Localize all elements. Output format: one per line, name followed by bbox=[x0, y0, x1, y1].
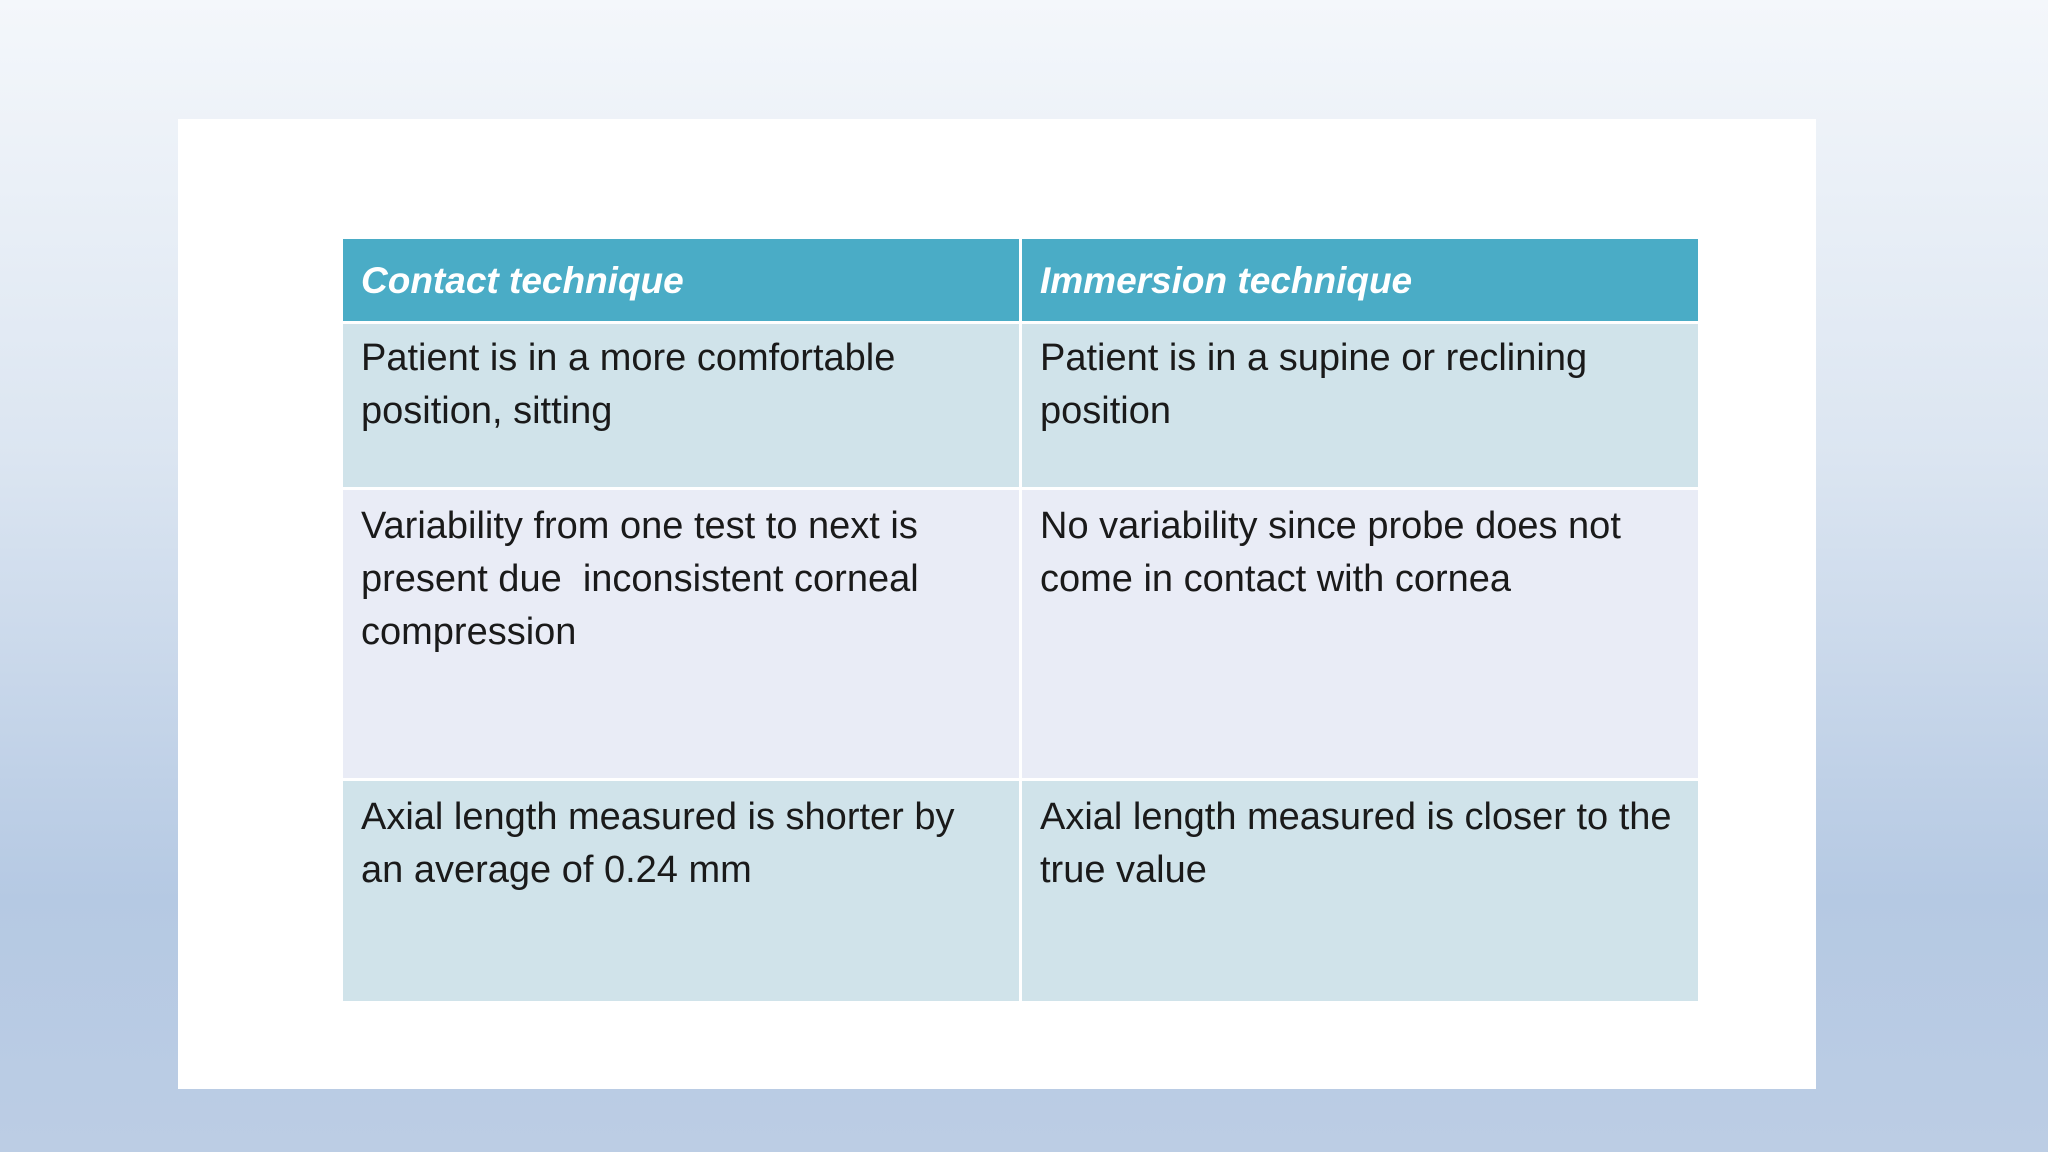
table-cell: Patient is in a more comfortable position, sitting bbox=[342, 323, 1021, 489]
table-header-row bbox=[342, 238, 1700, 323]
table-row bbox=[342, 323, 1700, 489]
comparison-table bbox=[340, 236, 1701, 1004]
table-cell: No variability since probe does not come in contact with cornea bbox=[1021, 489, 1700, 780]
table-row bbox=[342, 780, 1700, 1003]
slide bbox=[178, 119, 1816, 1089]
table-cell: Axial length measured is shorter by an average of 0.24 mm bbox=[342, 780, 1021, 1003]
table-cell: Axial length measured is closer to the true value bbox=[1021, 780, 1700, 1003]
header-immersion-technique: Immersion technique bbox=[1021, 238, 1700, 323]
table-cell: Variability from one test to next is present due inconsistent corneal compression bbox=[342, 489, 1021, 780]
table-cell: Patient is in a supine or reclining position bbox=[1021, 323, 1700, 489]
header-contact-technique: Contact technique bbox=[342, 238, 1021, 323]
table-row bbox=[342, 489, 1700, 780]
